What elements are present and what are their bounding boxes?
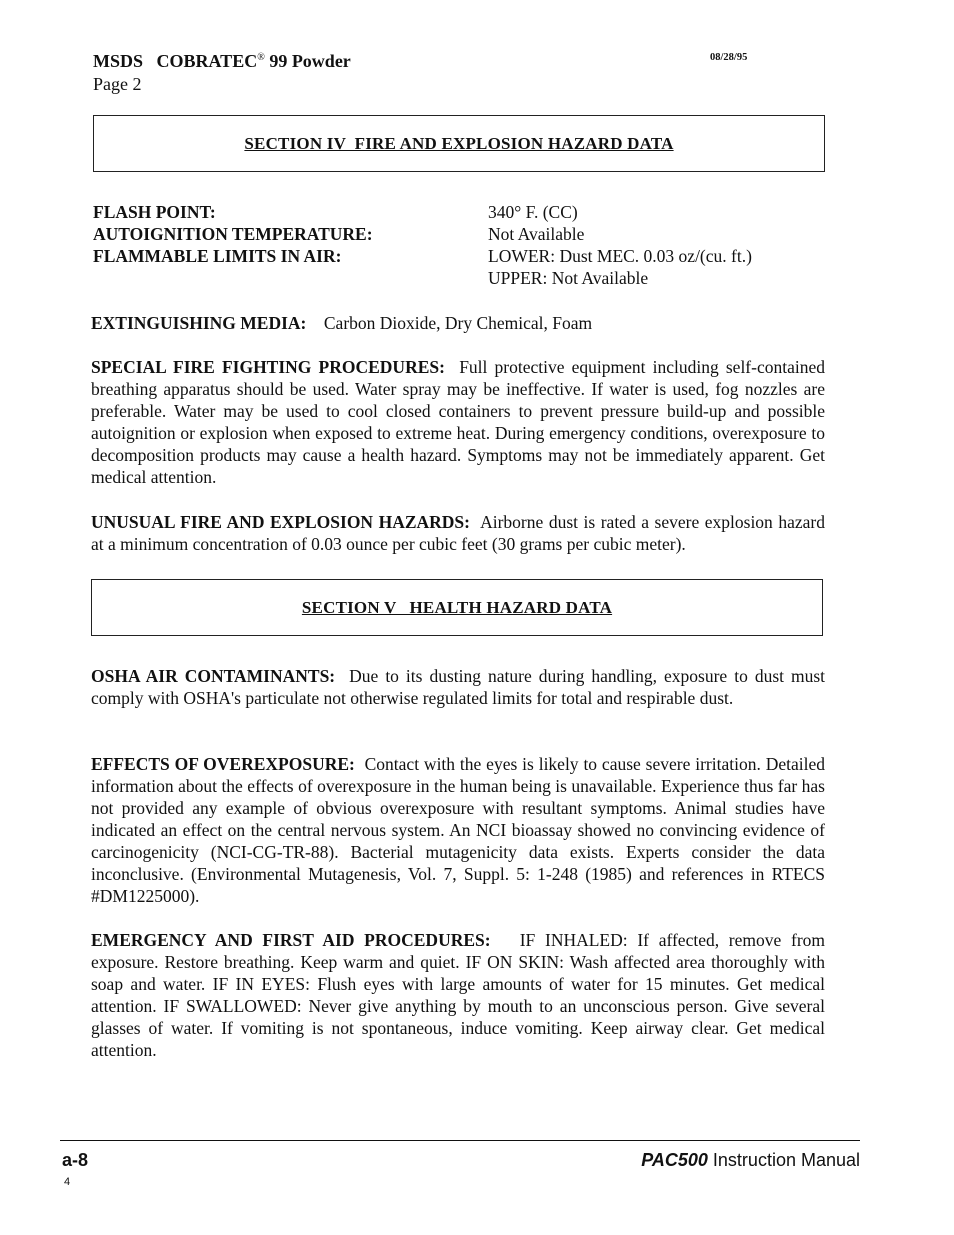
header-reg-mark: ® bbox=[257, 52, 265, 63]
footer-manual: Instruction Manual bbox=[712, 1150, 860, 1170]
property-value: 340° F. (CC) bbox=[488, 202, 578, 222]
header-title-line bbox=[93, 46, 351, 73]
osha-contaminants bbox=[91, 665, 825, 709]
section-5-title: SECTION V HEALTH HAZARD DATA bbox=[301, 597, 613, 617]
osha-label: OSHA AIR CONTAMINANTS: bbox=[91, 666, 336, 686]
unusual-hazards bbox=[91, 511, 825, 555]
property-label: AUTOIGNITION TEMPERATURE: bbox=[93, 224, 373, 244]
special-text: Full protective equipment including self-contained breathing apparatus should be used. Water spray may be ineffective. If water is used, fog nozzles are preferable. Water may be used to cool closed containers to prevent pressure build-up and possible autoignition or explosion when exposed to extreme heat. During emergency conditions, overexposure to decomposition products may cause a health hazard. Symptoms may not be immediately apparent. Get medical attention. bbox=[91, 357, 825, 487]
emergency-first-aid bbox=[91, 929, 825, 1061]
footer-brand: PAC500 bbox=[641, 1150, 708, 1170]
property-value: Not Available bbox=[488, 224, 585, 244]
footer-divider bbox=[60, 1140, 860, 1141]
extinguishing-text: Carbon Dioxide, Dry Chemical, Foam bbox=[323, 313, 593, 333]
section-5-box bbox=[91, 579, 823, 636]
footer-manual-title bbox=[641, 1150, 860, 1171]
footer-page-ref: a-8 bbox=[62, 1150, 89, 1170]
header-product-suffix: 99 Powder bbox=[269, 51, 351, 71]
emergency-label: EMERGENCY AND FIRST AID PROCEDURES: bbox=[91, 930, 491, 950]
footer-number: 4 bbox=[64, 1176, 71, 1188]
special-label: SPECIAL FIRE FIGHTING PROCEDURES: bbox=[91, 357, 445, 377]
special-fire-fighting bbox=[91, 356, 825, 488]
document-header bbox=[93, 46, 351, 96]
property-value: UPPER: Not Available bbox=[488, 268, 649, 288]
property-value: LOWER: Dust MEC. 0.03 oz/(cu. ft.) bbox=[488, 246, 752, 266]
section-4-box bbox=[93, 115, 825, 172]
header-page: Page 2 bbox=[93, 74, 142, 94]
effects-overexposure bbox=[91, 753, 825, 907]
emergency-text: IF INHALED: If affected, remove from exposure. Restore breathing. Keep warm and quiet. IF ON SKIN: Wash affected area thoroughly with soap and water. IF IN EYES: Flush eyes with large amounts of water for 15 minutes. Get medical attention. IF SWALLOWED: Never give anything by mouth to an unconscious person. Give several glasses of water. If vomiting is not spontaneous, induce vomiting. Keep airway clear. Get medical attention. bbox=[91, 930, 826, 1060]
effects-label: EFFECTS OF OVEREXPOSURE: bbox=[91, 754, 355, 774]
header-product: COBRATEC bbox=[156, 51, 258, 71]
property-label: FLASH POINT: bbox=[93, 202, 216, 222]
header-date: 08/28/95 bbox=[710, 52, 748, 63]
extinguishing-label: EXTINGUISHING MEDIA: bbox=[91, 313, 307, 333]
unusual-text: Airborne dust is rated a severe explosion hazard at a minimum concentration of 0.03 ounce per cubic feet (30 grams per cubic meter). bbox=[91, 512, 825, 554]
header-msds: MSDS bbox=[93, 51, 144, 71]
osha-text: Due to its dusting nature during handling, exposure to dust must comply with OSHA's particulate not otherwise regulated limits for total and respirable dust. bbox=[91, 666, 826, 708]
unusual-label: UNUSUAL FIRE AND EXPLOSION HAZARDS: bbox=[91, 512, 470, 532]
section-4-title: SECTION IV FIRE AND EXPLOSION HAZARD DATA bbox=[244, 133, 674, 153]
property-label: FLAMMABLE LIMITS IN AIR: bbox=[93, 246, 342, 266]
extinguishing-media bbox=[91, 312, 825, 334]
effects-text: Contact with the eyes is likely to cause severe irritation. Detailed information about the effects of overexposure in the human being is unavailable. Experience thus far has not provided any example of obvious overexposure with resultant symptoms. Animal studies have indicated an effect on the central nervous system. An NCI bioassay showed no convincing evidence of carcinogenicity (NCI-CG-TR-88). Bacterial mutagenicity data exists. Experts consider the data inconclusive. (Environmental Mutagenesis, Vol. 7, Suppl. 5: 1-248 (1985) and references in RTECS #DM1225000). bbox=[91, 754, 826, 906]
